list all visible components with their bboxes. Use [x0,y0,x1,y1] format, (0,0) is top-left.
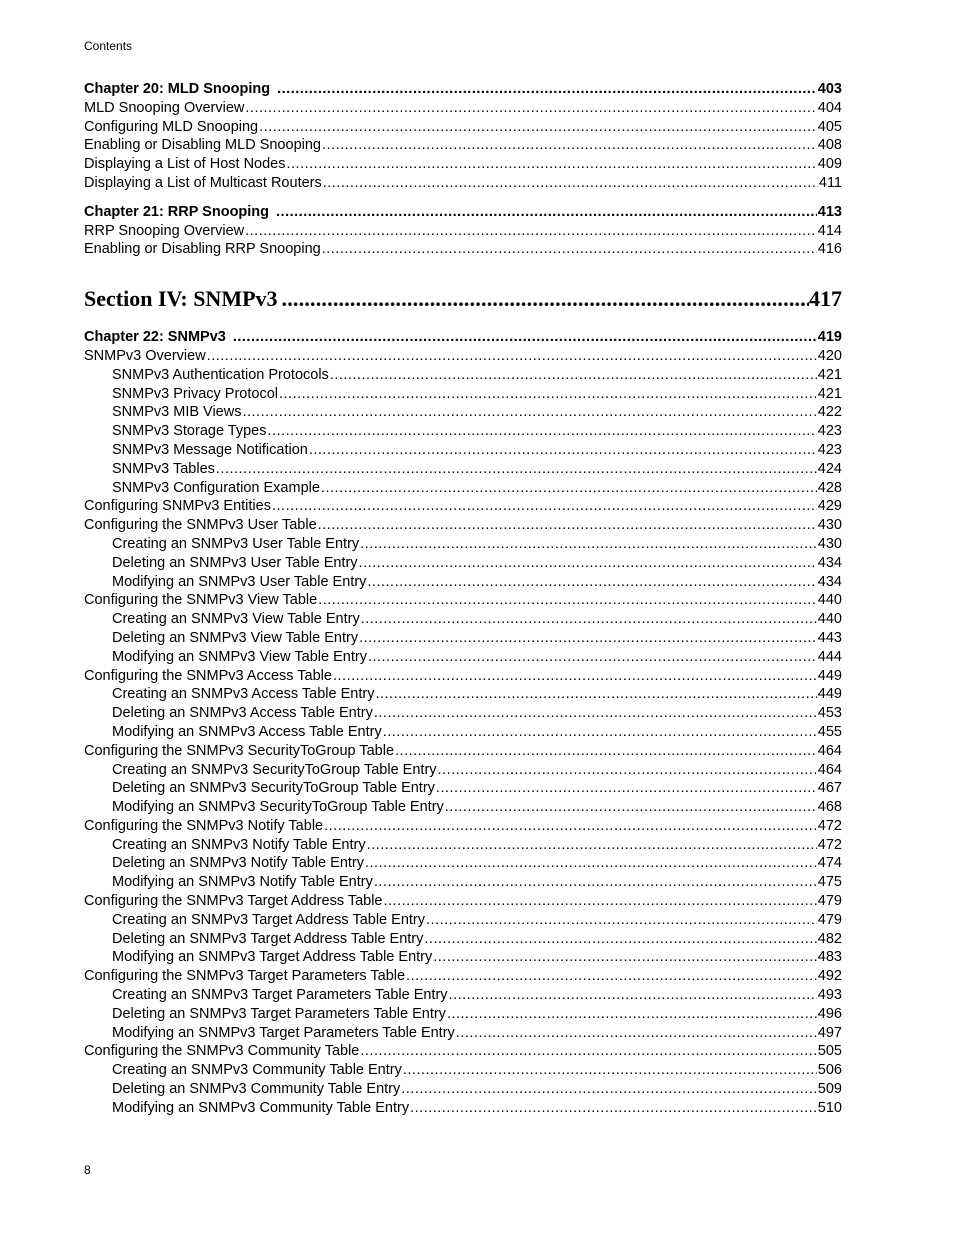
toc-page-number: 506 [817,1062,842,1079]
dot-leader [272,497,817,516]
dot-leader [333,667,817,686]
dot-leader [374,704,817,723]
toc-entry-title: Creating an SNMPv3 Access Table Entry [112,686,375,703]
toc-chapter-22[interactable] [84,328,842,347]
dot-leader [384,892,817,911]
dot-leader [447,1005,817,1024]
dot-leader [449,986,817,1005]
toc-entry-title: Modifying an SNMPv3 Notify Table Entry [112,874,373,891]
toc-page-number: 405 [817,118,842,135]
toc-subentry[interactable] [84,836,842,855]
toc-entry-title: Modifying an SNMPv3 User Table Entry [112,573,367,590]
toc-entry-title: SNMPv3 Configuration Example [112,479,320,496]
toc-page-number: 423 [817,441,842,458]
dot-leader [233,328,817,347]
dot-leader [410,1099,817,1118]
toc-page-number: 411 [818,174,842,191]
toc-entry[interactable] [84,222,842,241]
dot-leader [324,817,817,836]
toc-subentry[interactable] [84,798,842,817]
toc-entry-title: Modifying an SNMPv3 SecurityToGroup Table Entry [112,799,444,816]
toc-entry[interactable] [84,347,842,366]
toc-entry[interactable] [84,240,842,259]
toc-entry[interactable] [84,591,842,610]
toc-entry-title: Configuring MLD Snooping [84,118,259,135]
toc-page-number: 496 [817,1005,842,1022]
dot-leader [216,460,817,479]
toc-subentry[interactable] [84,873,842,892]
toc-page-number: 472 [817,836,842,853]
toc-subentry[interactable] [84,403,842,422]
toc-page-number: 449 [817,667,842,684]
dot-leader [433,948,817,967]
toc-page-number: 414 [817,222,842,239]
toc-subentry[interactable] [84,385,842,404]
toc-section-4[interactable] [84,284,842,314]
toc-page-number: 403 [817,81,842,97]
toc-entry-title: Deleting an SNMPv3 Target Parameters Table Entry [112,1005,446,1022]
toc-subentry[interactable] [84,629,842,648]
toc-subentry[interactable] [84,986,842,1005]
dot-leader [395,742,817,761]
toc-page-number: 434 [817,554,842,571]
dot-leader [282,284,809,314]
toc-entry-title: SNMPv3 Tables [112,460,215,477]
toc-page-number: 429 [817,498,842,515]
dot-leader [359,554,817,573]
toc-entry-title: RRP Snooping Overview [84,222,245,239]
toc-entry-title: Displaying a List of Host Nodes [84,156,286,173]
toc-page-number: 404 [817,99,842,116]
toc-page-number: 423 [817,423,842,440]
toc-subentry[interactable] [84,1099,842,1118]
toc-entry[interactable] [84,1042,842,1061]
toc-entry[interactable] [84,136,842,155]
toc-chapter-title: Chapter 20: MLD Snooping [84,81,271,97]
toc-entry-title: Deleting an SNMPv3 View Table Entry [112,629,359,646]
dot-leader [279,385,817,404]
toc-page-number: 419 [817,329,842,346]
toc-entry-title: Configuring the SNMPv3 User Table [84,517,317,534]
toc-subentry[interactable] [84,1080,842,1099]
toc-chapter-title: Chapter 22: SNMPv3 [84,329,226,346]
toc-entry-title: Creating an SNMPv3 Community Table Entry [112,1062,402,1079]
toc-page-number: 479 [817,911,842,928]
dot-leader [361,610,817,629]
dot-leader [277,80,817,99]
toc-page-number: 493 [817,987,842,1004]
toc-page-number: 464 [817,742,842,759]
toc-entry-title: Deleting an SNMPv3 SecurityToGroup Table Entry [112,780,435,797]
toc-entry[interactable] [84,742,842,761]
toc-entry-title: Enabling or Disabling MLD Snooping [84,137,321,154]
dot-leader [445,798,817,817]
toc-entry-title: Configuring the SNMPv3 SecurityToGroup Table [84,742,395,759]
toc-page-number: 510 [817,1099,842,1116]
toc-page-number: 467 [817,780,842,797]
toc-subentry[interactable] [84,554,842,573]
toc-page-number: 420 [817,347,842,364]
toc-entry-title: Creating an SNMPv3 View Table Entry [112,611,360,628]
toc-page-number: 421 [817,385,842,402]
toc-chapter-21[interactable] [84,203,842,222]
page-number: 8 [84,1163,91,1177]
toc-subentry[interactable] [84,930,842,949]
toc-page-number: 444 [817,648,842,665]
dot-leader [360,1042,816,1061]
toc-subentry[interactable] [84,948,842,967]
toc-entry-title: Configuring the SNMPv3 Community Table [84,1043,360,1060]
toc-page-number: 479 [817,893,842,910]
toc-page-number: 430 [817,535,842,552]
toc-subentry[interactable] [84,479,842,498]
dot-leader [368,648,817,667]
toc-page-number: 449 [817,686,842,703]
dot-leader [401,1080,817,1099]
toc-entry-title: Modifying an SNMPv3 Target Parameters Table Entry [112,1024,455,1041]
toc-page-number: 475 [817,874,842,891]
toc-entry-title: Creating an SNMPv3 Target Address Table Entry [112,911,425,928]
dot-leader [276,203,817,222]
dot-leader [318,516,817,535]
toc-entry-title: Deleting an SNMPv3 User Table Entry [112,554,358,571]
toc-page-number: 505 [817,1043,842,1060]
toc-subentry[interactable] [84,610,842,629]
toc-subentry[interactable] [84,366,842,385]
toc-entry-title: Deleting an SNMPv3 Community Table Entry [112,1081,401,1098]
table-of-contents [84,80,842,1118]
toc-page-number: 497 [817,1024,842,1041]
toc-entry-title: SNMPv3 Privacy Protocol [112,385,278,402]
toc-entry-title: Deleting an SNMPv3 Access Table Entry [112,705,373,722]
toc-page-number: 492 [817,968,842,985]
toc-subentry[interactable] [84,1061,842,1080]
toc-subentry[interactable] [84,1005,842,1024]
toc-subentry[interactable] [84,685,842,704]
toc-entry-title: Modifying an SNMPv3 Target Address Table Entry [112,949,433,966]
toc-subentry[interactable] [84,761,842,780]
toc-page-number: 443 [817,629,842,646]
toc-subentry[interactable] [84,441,842,460]
dot-leader [318,591,817,610]
toc-entry-title: SNMPv3 Overview [84,347,206,364]
toc-entry[interactable] [84,155,842,174]
spacer [84,259,842,284]
toc-subentry[interactable] [84,573,842,592]
toc-section-title: Section IV: SNMPv3 [84,286,278,312]
toc-page-number: 422 [817,404,842,421]
dot-leader [436,779,817,798]
dot-leader [367,836,817,855]
dot-leader [321,479,817,498]
dot-leader [242,403,816,422]
toc-page-number: 440 [817,611,842,628]
toc-entry-title: Modifying an SNMPv3 Community Table Entry [112,1099,410,1116]
dot-leader [365,854,817,873]
toc-entry[interactable] [84,497,842,516]
toc-page-number: 413 [817,203,842,220]
dot-leader [360,535,817,554]
dot-leader [426,911,817,930]
toc-entry[interactable] [84,99,842,118]
dot-leader [323,174,818,193]
toc-entry-title: Configuring the SNMPv3 Target Parameters Table [84,968,406,985]
toc-subentry[interactable] [84,422,842,441]
toc-page-number: 468 [817,799,842,816]
toc-page-number: 421 [817,366,842,383]
toc-chapter-title: Chapter 21: RRP Snooping [84,203,270,220]
toc-page-number: 428 [817,479,842,496]
toc-chapter-20[interactable] [84,80,842,99]
toc-entry-title: Modifying an SNMPv3 View Table Entry [112,648,367,665]
dot-leader [424,930,816,949]
toc-entry-title: Enabling or Disabling RRP Snooping [84,241,321,258]
toc-page-number: 440 [817,592,842,609]
toc-entry-title: Configuring SNMPv3 Entities [84,498,271,515]
dot-leader [375,685,816,704]
toc-subentry[interactable] [84,854,842,873]
toc-page-number: 416 [817,241,842,258]
dot-leader [245,99,816,118]
toc-page-number: 453 [817,705,842,722]
toc-entry-title: Configuring the SNMPv3 Notify Table [84,817,324,834]
spacer [84,193,842,203]
dot-leader [259,118,817,137]
toc-page-number: 455 [817,723,842,740]
toc-page-number: 409 [817,156,842,173]
toc-entry-title: Configuring the SNMPv3 Access Table [84,667,332,684]
dot-leader [367,573,816,592]
running-header: Contents [84,39,133,53]
toc-entry-title: Creating an SNMPv3 User Table Entry [112,535,360,552]
toc-entry[interactable] [84,118,842,137]
dot-leader [322,136,817,155]
toc-entry-title: SNMPv3 MIB Views [112,404,242,421]
toc-entry-title: Displaying a List of Multicast Routers [84,174,322,191]
toc-entry[interactable] [84,174,842,193]
dot-leader [406,967,817,986]
toc-entry-title: Configuring the SNMPv3 Target Address Table [84,893,383,910]
dot-leader [267,422,816,441]
dot-leader [330,366,817,385]
toc-subentry[interactable] [84,704,842,723]
toc-page-number: 472 [817,817,842,834]
dot-leader [359,629,817,648]
toc-page-number: 430 [817,517,842,534]
toc-entry-title: Creating an SNMPv3 Target Parameters Table Entry [112,987,448,1004]
toc-entry-title: SNMPv3 Storage Types [112,423,267,440]
toc-subentry[interactable] [84,779,842,798]
dot-leader [207,347,817,366]
toc-page-number: 417 [809,286,842,312]
toc-subentry[interactable] [84,535,842,554]
toc-page-number: 474 [817,855,842,872]
toc-subentry[interactable] [84,911,842,930]
dot-leader [383,723,817,742]
toc-entry[interactable] [84,516,842,535]
toc-page-number: 482 [817,930,842,947]
toc-entry-title: MLD Snooping Overview [84,99,245,116]
toc-entry[interactable] [84,667,842,686]
dot-leader [245,222,817,241]
toc-entry-title: SNMPv3 Message Notification [112,441,308,458]
toc-entry-title: Deleting an SNMPv3 Target Address Table Entry [112,930,424,947]
dot-leader [287,155,817,174]
toc-entry-title: Creating an SNMPv3 SecurityToGroup Table Entry [112,761,437,778]
toc-entry[interactable] [84,817,842,836]
toc-entry-title: Configuring the SNMPv3 View Table [84,592,318,609]
dot-leader [309,441,817,460]
toc-entry[interactable] [84,892,842,911]
dot-leader [374,873,817,892]
dot-leader [403,1061,817,1080]
toc-page-number: 509 [817,1081,842,1098]
toc-entry[interactable] [84,967,842,986]
toc-subentry[interactable] [84,723,842,742]
toc-entry-title: Modifying an SNMPv3 Access Table Entry [112,723,382,740]
toc-subentry[interactable] [84,1024,842,1043]
toc-page-number: 483 [817,949,842,966]
dot-leader [322,240,817,259]
spacer [84,314,842,328]
dot-leader [456,1024,817,1043]
toc-subentry[interactable] [84,460,842,479]
toc-entry-title: Creating an SNMPv3 Notify Table Entry [112,836,366,853]
toc-subentry[interactable] [84,648,842,667]
toc-page-number: 464 [817,761,842,778]
toc-entry-title: Deleting an SNMPv3 Notify Table Entry [112,855,364,872]
toc-page-number: 434 [817,573,842,590]
toc-page-number: 408 [817,137,842,154]
toc-entry-title: SNMPv3 Authentication Protocols [112,366,329,383]
dot-leader [438,761,817,780]
toc-page-number: 424 [817,460,842,477]
